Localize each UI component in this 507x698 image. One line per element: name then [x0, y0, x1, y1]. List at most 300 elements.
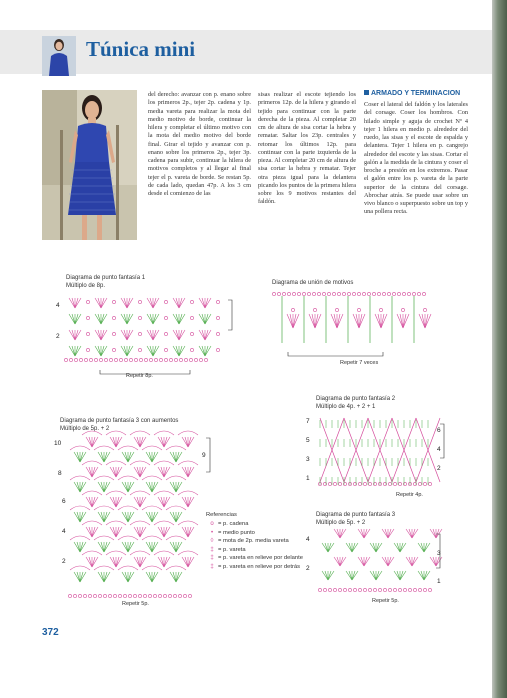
fan-stitch — [122, 542, 128, 552]
chain-stitch — [418, 588, 421, 591]
fan-stitch — [110, 557, 116, 567]
fan-stitch — [400, 543, 403, 552]
fan-stitch — [128, 572, 131, 582]
arch-stitch — [118, 506, 138, 510]
chain-stitch — [79, 358, 82, 361]
fan-stitch — [164, 467, 170, 477]
diagram5-row-label: 2 — [306, 565, 310, 572]
arch-stitch — [130, 551, 150, 555]
fan-stitch — [199, 346, 205, 356]
fan-stitch — [179, 346, 182, 356]
fan-stitch — [116, 557, 122, 567]
fan-stitch — [101, 572, 104, 582]
text-column-3: Coser el lateral del faldón y los laterales del corsage. Coser los hombros. Con hilado simple y aguja de crochet Nº 4 tejer 1 hilera en medio p. alrededor del ruedo, las sisas y el escote de espalda y delantera. Tejer 1 hilera en p. cangrejo alrededor del escote y las sisas. Cortar el galón a la medida de la cintura y coser el broche a presión en los extremos. Pasar el galón entre los p. vareta de la parte superior de la cintura del corsage. Abrochar atrás. Se puede usar sobre un vivo blanco o superpuesto sobre un top y una pollera recta. — [364, 101, 468, 216]
fan-stitch — [173, 572, 176, 582]
chain-stitch — [119, 358, 122, 361]
fan-stitch — [325, 571, 328, 580]
fan-stitch — [77, 482, 80, 492]
fan-stitch — [176, 314, 179, 324]
fan-stitch — [92, 557, 98, 567]
arch-stitch — [142, 566, 162, 570]
arch-stitch — [178, 431, 198, 435]
fan-stitch — [385, 529, 388, 538]
diagram5-row-label: 4 — [306, 536, 310, 543]
reference-label: = p. vareta en relieve por detrás — [218, 563, 301, 570]
fan-stitch — [418, 571, 424, 580]
diagram1-row-label: 4 — [56, 302, 60, 309]
arch-stitch — [106, 461, 126, 465]
chain-stitch — [99, 358, 102, 361]
fan-stitch — [430, 529, 436, 538]
fan-stitch — [116, 467, 119, 477]
chain-stitch — [342, 292, 345, 295]
chain-stitch — [418, 482, 421, 485]
fan-stitch — [150, 298, 153, 308]
reference-item — [206, 564, 306, 571]
arch-stitch — [166, 476, 186, 480]
fan-stitch — [128, 452, 131, 462]
chain-stitch — [164, 358, 167, 361]
fan-stitch — [346, 571, 352, 580]
fan-stitch — [349, 543, 352, 552]
diagram1-title: Diagrama de punto fantasía 1 — [66, 275, 146, 281]
fan-stitch — [173, 314, 179, 324]
reference-item — [206, 530, 306, 537]
fan-stitch — [403, 314, 406, 328]
chain-stitch — [328, 482, 331, 485]
fan-stitch — [92, 527, 95, 537]
fan-stitch — [176, 482, 182, 492]
arch-stitch — [82, 431, 102, 435]
fan-stitch — [376, 543, 382, 552]
chain-stitch — [143, 594, 146, 597]
fan-stitch — [376, 571, 382, 580]
text-column-2: sisas realizar el escote tejiendo los primeros 12p. de la hilera y girando el tejido para continuar con la parte derecha de la pieza. Al completar 20 cm de altura de sisa cortar la hebra y rematar. Saltar los 23p. centrales y retomar los últimos 12p. para continuar con la parte izquierda de la pieza. Al completar 20 cm de altura de sisa cortar la hebra y rematar. Tejer otra pieza igual para la delantera picando los puntos de la primera hilera sobre los 9 motivos restantes del faldón. — [258, 91, 356, 206]
chain-stitch — [302, 292, 305, 295]
fan-stitch — [349, 571, 352, 580]
fan-stitch — [179, 346, 185, 356]
fan-stitch — [173, 482, 176, 492]
text-column-1: del derecho: avanzar con p. enano sobre los primeros 2p., tejer 2p. cadena y 1p. media vareta para realizar la mota del medio motivo de borde, continuar la hilera y completar el último motivo con la mota del medio motivo del borde final. Girar el tejido y avanzar con p. enano sobre los primeros 2p., tejer 3p. cadena para subir, continuar la hilera de motivos completos y al llegar al final tejer el p. vareta de borde. Se restan 5p. de cada lado, quedan 47p. A los 3 cm desde el comienzo de las — [148, 91, 251, 197]
fan-stitch — [122, 572, 128, 582]
chain-stitch — [388, 482, 391, 485]
reference-label: = medio punto — [218, 529, 255, 536]
reference-label: = p. vareta — [218, 546, 246, 553]
chain-stitch — [73, 594, 76, 597]
fan-stitch — [140, 527, 146, 537]
fan-stitch — [110, 437, 116, 447]
chain-stitch — [352, 292, 355, 295]
fan-stitch — [400, 543, 406, 552]
arch-stitch — [82, 491, 102, 495]
chain-stitch — [428, 482, 431, 485]
fan-stitch — [146, 452, 152, 462]
arch-stitch — [70, 476, 90, 480]
fan-stitch — [127, 330, 130, 340]
fan-stitch — [153, 314, 156, 324]
diagram3-row-label: 8 — [58, 470, 62, 477]
fan-stitch — [173, 346, 179, 356]
fan-stitch — [364, 529, 367, 538]
fan-stitch — [101, 298, 107, 308]
fan-stitch — [421, 571, 424, 580]
arch-stitch — [142, 476, 162, 480]
arch-stitch — [166, 446, 186, 450]
chain-stitch — [149, 358, 152, 361]
fan-stitch — [98, 452, 104, 462]
fan-stitch — [161, 437, 164, 447]
fan-stitch — [430, 557, 436, 566]
fan-stitch — [146, 512, 152, 522]
fan-stitch — [127, 314, 130, 324]
chain-stitch — [138, 348, 141, 351]
chain-stitch — [383, 588, 386, 591]
fan-stitch — [92, 437, 98, 447]
fan-stitch — [128, 542, 131, 552]
chain-stitch — [292, 292, 295, 295]
chain-stitch — [282, 292, 285, 295]
fan-stitch — [95, 346, 101, 356]
fan-stitch — [77, 512, 80, 522]
fan-stitch — [400, 314, 403, 328]
fan-stitch — [153, 330, 156, 340]
arch-stitch — [154, 551, 174, 555]
fan-stitch — [80, 572, 83, 582]
fan-stitch — [127, 346, 130, 356]
fan-stitch — [77, 452, 80, 462]
fan-stitch — [137, 557, 140, 567]
fan-stitch — [116, 437, 119, 447]
chain-stitch — [86, 316, 89, 319]
chain-stitch — [413, 588, 416, 591]
chain-stitch — [338, 482, 341, 485]
arch-stitch — [178, 551, 198, 555]
fan-stitch — [373, 571, 376, 580]
reference-item — [206, 555, 306, 562]
fan-stitch — [356, 314, 359, 328]
arch-stitch — [70, 506, 90, 510]
chain-stitch — [169, 358, 172, 361]
fan-stitch — [140, 467, 146, 477]
chain-stitch — [129, 358, 132, 361]
fan-stitch — [128, 512, 134, 522]
fan-stitch — [104, 512, 107, 522]
fan-stitch — [124, 314, 127, 324]
fan-stitch — [290, 314, 293, 328]
arch-stitch — [70, 536, 90, 540]
stitch-symbol-icon: ‡ — [210, 546, 214, 553]
fan-stitch — [69, 346, 75, 356]
fan-stitch — [161, 557, 164, 567]
fan-stitch — [98, 482, 104, 492]
fan-stitch — [406, 557, 412, 566]
fan-stitch — [104, 482, 110, 492]
fan-stitch — [146, 482, 152, 492]
fan-stitch — [121, 314, 127, 324]
fan-stitch — [406, 529, 412, 538]
chain-stitch — [216, 348, 219, 351]
chain-stitch — [307, 292, 310, 295]
fan-stitch — [378, 314, 381, 328]
fan-stitch — [116, 437, 122, 447]
fan-stitch — [161, 497, 164, 507]
fan-stitch — [188, 527, 194, 537]
fan-stitch — [328, 571, 331, 580]
fan-stitch — [80, 452, 86, 462]
chain-stitch — [179, 358, 182, 361]
diagram5-title: Diagrama de punto fantasía 3 — [316, 512, 396, 518]
chain-stitch — [138, 332, 141, 335]
chain-stitch — [164, 348, 167, 351]
fan-stitch — [188, 557, 194, 567]
fan-stitch — [77, 572, 80, 582]
fan-stitch — [89, 557, 92, 567]
fan-stitch — [158, 557, 164, 567]
diagram4-row-label: 5 — [306, 437, 310, 444]
stitch-symbol-icon: ‡ — [210, 563, 214, 570]
fan-stitch — [337, 557, 340, 566]
fan-stitch — [128, 572, 134, 582]
arch-stitch — [94, 566, 114, 570]
fan-stitch — [116, 557, 119, 567]
chain-stitch — [297, 292, 300, 295]
fan-stitch — [176, 542, 179, 552]
chain-stitch — [183, 594, 186, 597]
chain-stitch — [401, 308, 404, 311]
chain-stitch — [133, 594, 136, 597]
fan-stitch — [127, 330, 133, 340]
chain-stitch — [358, 588, 361, 591]
chain-stitch — [398, 482, 401, 485]
stitch-symbol-icon: ‡ — [210, 555, 214, 561]
fan-stitch — [104, 512, 110, 522]
chain-stitch — [78, 594, 81, 597]
chain-stitch — [291, 308, 294, 311]
diagram1-chart — [60, 290, 240, 380]
chain-stitch — [333, 588, 336, 591]
fan-stitch — [86, 437, 92, 447]
fan-stitch — [433, 529, 436, 538]
chain-stitch — [323, 588, 326, 591]
chain-stitch — [68, 594, 71, 597]
arch-stitch — [106, 431, 126, 435]
fan-stitch — [436, 557, 442, 566]
fan-stitch — [140, 497, 146, 507]
fan-stitch — [150, 346, 153, 356]
fan-stitch — [150, 330, 153, 340]
fan-stitch — [80, 542, 86, 552]
fan-stitch — [152, 482, 155, 492]
chain-stitch — [138, 300, 141, 303]
fan-stitch — [205, 298, 211, 308]
chain-stitch — [313, 308, 316, 311]
fan-stitch — [124, 330, 127, 340]
fan-stitch — [137, 497, 140, 507]
chain-stitch — [423, 588, 426, 591]
fan-stitch — [72, 314, 75, 324]
fan-stitch — [98, 346, 101, 356]
fan-stitch — [140, 497, 143, 507]
chain-stitch — [277, 292, 280, 295]
fan-stitch — [352, 543, 355, 552]
fan-stitch — [185, 437, 188, 447]
fan-stitch — [364, 557, 370, 566]
chain-stitch — [204, 358, 207, 361]
chain-stitch — [367, 292, 370, 295]
repeat-bracket — [206, 438, 210, 472]
fan-stitch — [113, 527, 116, 537]
fan-stitch — [164, 527, 167, 537]
fan-stitch — [124, 346, 127, 356]
chain-stitch — [379, 308, 382, 311]
chain-stitch — [422, 292, 425, 295]
arch-stitch — [94, 476, 114, 480]
chain-stitch — [84, 358, 87, 361]
fan-stitch — [86, 467, 92, 477]
chain-stitch — [312, 292, 315, 295]
references-title: Referencias — [206, 512, 237, 518]
fan-stitch — [147, 298, 153, 308]
chain-stitch — [417, 292, 420, 295]
fan-stitch — [80, 512, 83, 522]
chain-stitch — [343, 588, 346, 591]
fan-stitch — [202, 314, 205, 324]
fan-stitch — [98, 330, 101, 340]
diagram4-row-label: 3 — [306, 456, 310, 463]
fan-stitch — [202, 298, 205, 308]
fan-stitch — [75, 298, 81, 308]
fan-stitch — [170, 572, 176, 582]
fan-stitch — [92, 437, 95, 447]
fan-stitch — [409, 529, 412, 538]
fan-stitch — [164, 497, 170, 507]
diagram3-row-label: 4 — [62, 528, 66, 535]
chain-stitch — [332, 292, 335, 295]
chain-stitch — [104, 358, 107, 361]
fan-stitch — [334, 529, 340, 538]
fan-stitch — [134, 557, 140, 567]
diagram4-multiple: Múltiplo de 4p. + 2 + 1 — [316, 404, 376, 410]
chain-stitch — [368, 588, 371, 591]
fan-stitch — [152, 542, 158, 552]
chain-stitch — [348, 588, 351, 591]
chain-stitch — [333, 482, 336, 485]
fan-stitch — [340, 557, 343, 566]
fan-stitch — [125, 482, 128, 492]
arch-stitch — [94, 536, 114, 540]
chain-stitch — [112, 316, 115, 319]
fan-stitch — [89, 467, 92, 477]
fan-stitch — [152, 452, 155, 462]
fan-stitch — [152, 482, 158, 492]
diagram3-repeat-label: Repetir 5p. — [122, 601, 149, 607]
diagram1-multiple: Múltiplo de 8p. — [66, 283, 106, 289]
fan-stitch — [164, 437, 170, 447]
fan-stitch — [101, 482, 104, 492]
fan-stitch — [137, 467, 140, 477]
arch-stitch — [70, 446, 90, 450]
fan-stitch — [359, 314, 362, 328]
fan-stitch — [337, 314, 340, 328]
chain-stitch — [327, 292, 330, 295]
arch-stitch — [118, 476, 138, 480]
chain-stitch — [272, 292, 275, 295]
fan-stitch — [436, 529, 439, 538]
fan-stitch — [101, 346, 107, 356]
fan-stitch — [95, 314, 101, 324]
fan-stitch — [110, 527, 116, 537]
diagram4-row-label: 6 — [437, 427, 441, 434]
fan-stitch — [140, 437, 146, 447]
fan-stitch — [116, 497, 119, 507]
fan-stitch — [128, 542, 134, 552]
fan-stitch — [382, 529, 388, 538]
fan-stitch — [421, 543, 424, 552]
diagram2-repeat-label: Repetir 7 veces — [340, 360, 379, 366]
model-thumbnail — [42, 36, 76, 76]
fan-stitch — [86, 497, 92, 507]
fan-stitch — [101, 330, 104, 340]
chain-stitch — [190, 348, 193, 351]
chain-stitch — [373, 588, 376, 591]
fan-stitch — [98, 314, 101, 324]
fan-stitch — [140, 557, 146, 567]
fan-stitch — [152, 452, 158, 462]
fan-stitch — [436, 557, 439, 566]
fan-stitch — [433, 557, 436, 566]
fan-stitch — [137, 527, 140, 537]
model-photo — [42, 90, 137, 240]
fan-stitch — [98, 572, 104, 582]
chain-stitch — [190, 316, 193, 319]
fan-stitch — [412, 557, 418, 566]
fan-stitch — [161, 527, 164, 537]
fan-stitch — [104, 452, 107, 462]
diagram4-row-label: 2 — [437, 465, 441, 472]
chain-stitch — [335, 308, 338, 311]
fan-stitch — [182, 527, 188, 537]
fan-stitch — [104, 452, 110, 462]
chain-stitch — [423, 308, 426, 311]
section-title-text: ARMADO Y TERMINACION — [371, 90, 461, 97]
diagram2-title: Diagrama de unión de motivos — [272, 280, 354, 286]
chain-stitch — [159, 358, 162, 361]
chain-stitch — [148, 594, 151, 597]
fan-stitch — [152, 512, 158, 522]
fan-stitch — [140, 437, 143, 447]
chain-stitch — [378, 588, 381, 591]
reference-label: = mota de 2p. media vareta — [218, 538, 289, 544]
fan-stitch — [436, 529, 442, 538]
chain-stitch — [363, 482, 366, 485]
fan-stitch — [80, 512, 86, 522]
chain-stitch — [188, 594, 191, 597]
fan-stitch — [74, 512, 80, 522]
fan-stitch — [188, 437, 191, 447]
chain-stitch — [408, 588, 411, 591]
fan-stitch — [124, 298, 127, 308]
chain-stitch — [372, 292, 375, 295]
arch-stitch — [154, 521, 174, 525]
fan-stitch — [173, 452, 176, 462]
chain-stitch — [338, 588, 341, 591]
fan-stitch — [340, 529, 346, 538]
fan-stitch — [101, 512, 104, 522]
chain-stitch — [393, 588, 396, 591]
fan-stitch — [346, 543, 352, 552]
fan-stitch — [328, 543, 331, 552]
fan-stitch — [116, 527, 119, 537]
